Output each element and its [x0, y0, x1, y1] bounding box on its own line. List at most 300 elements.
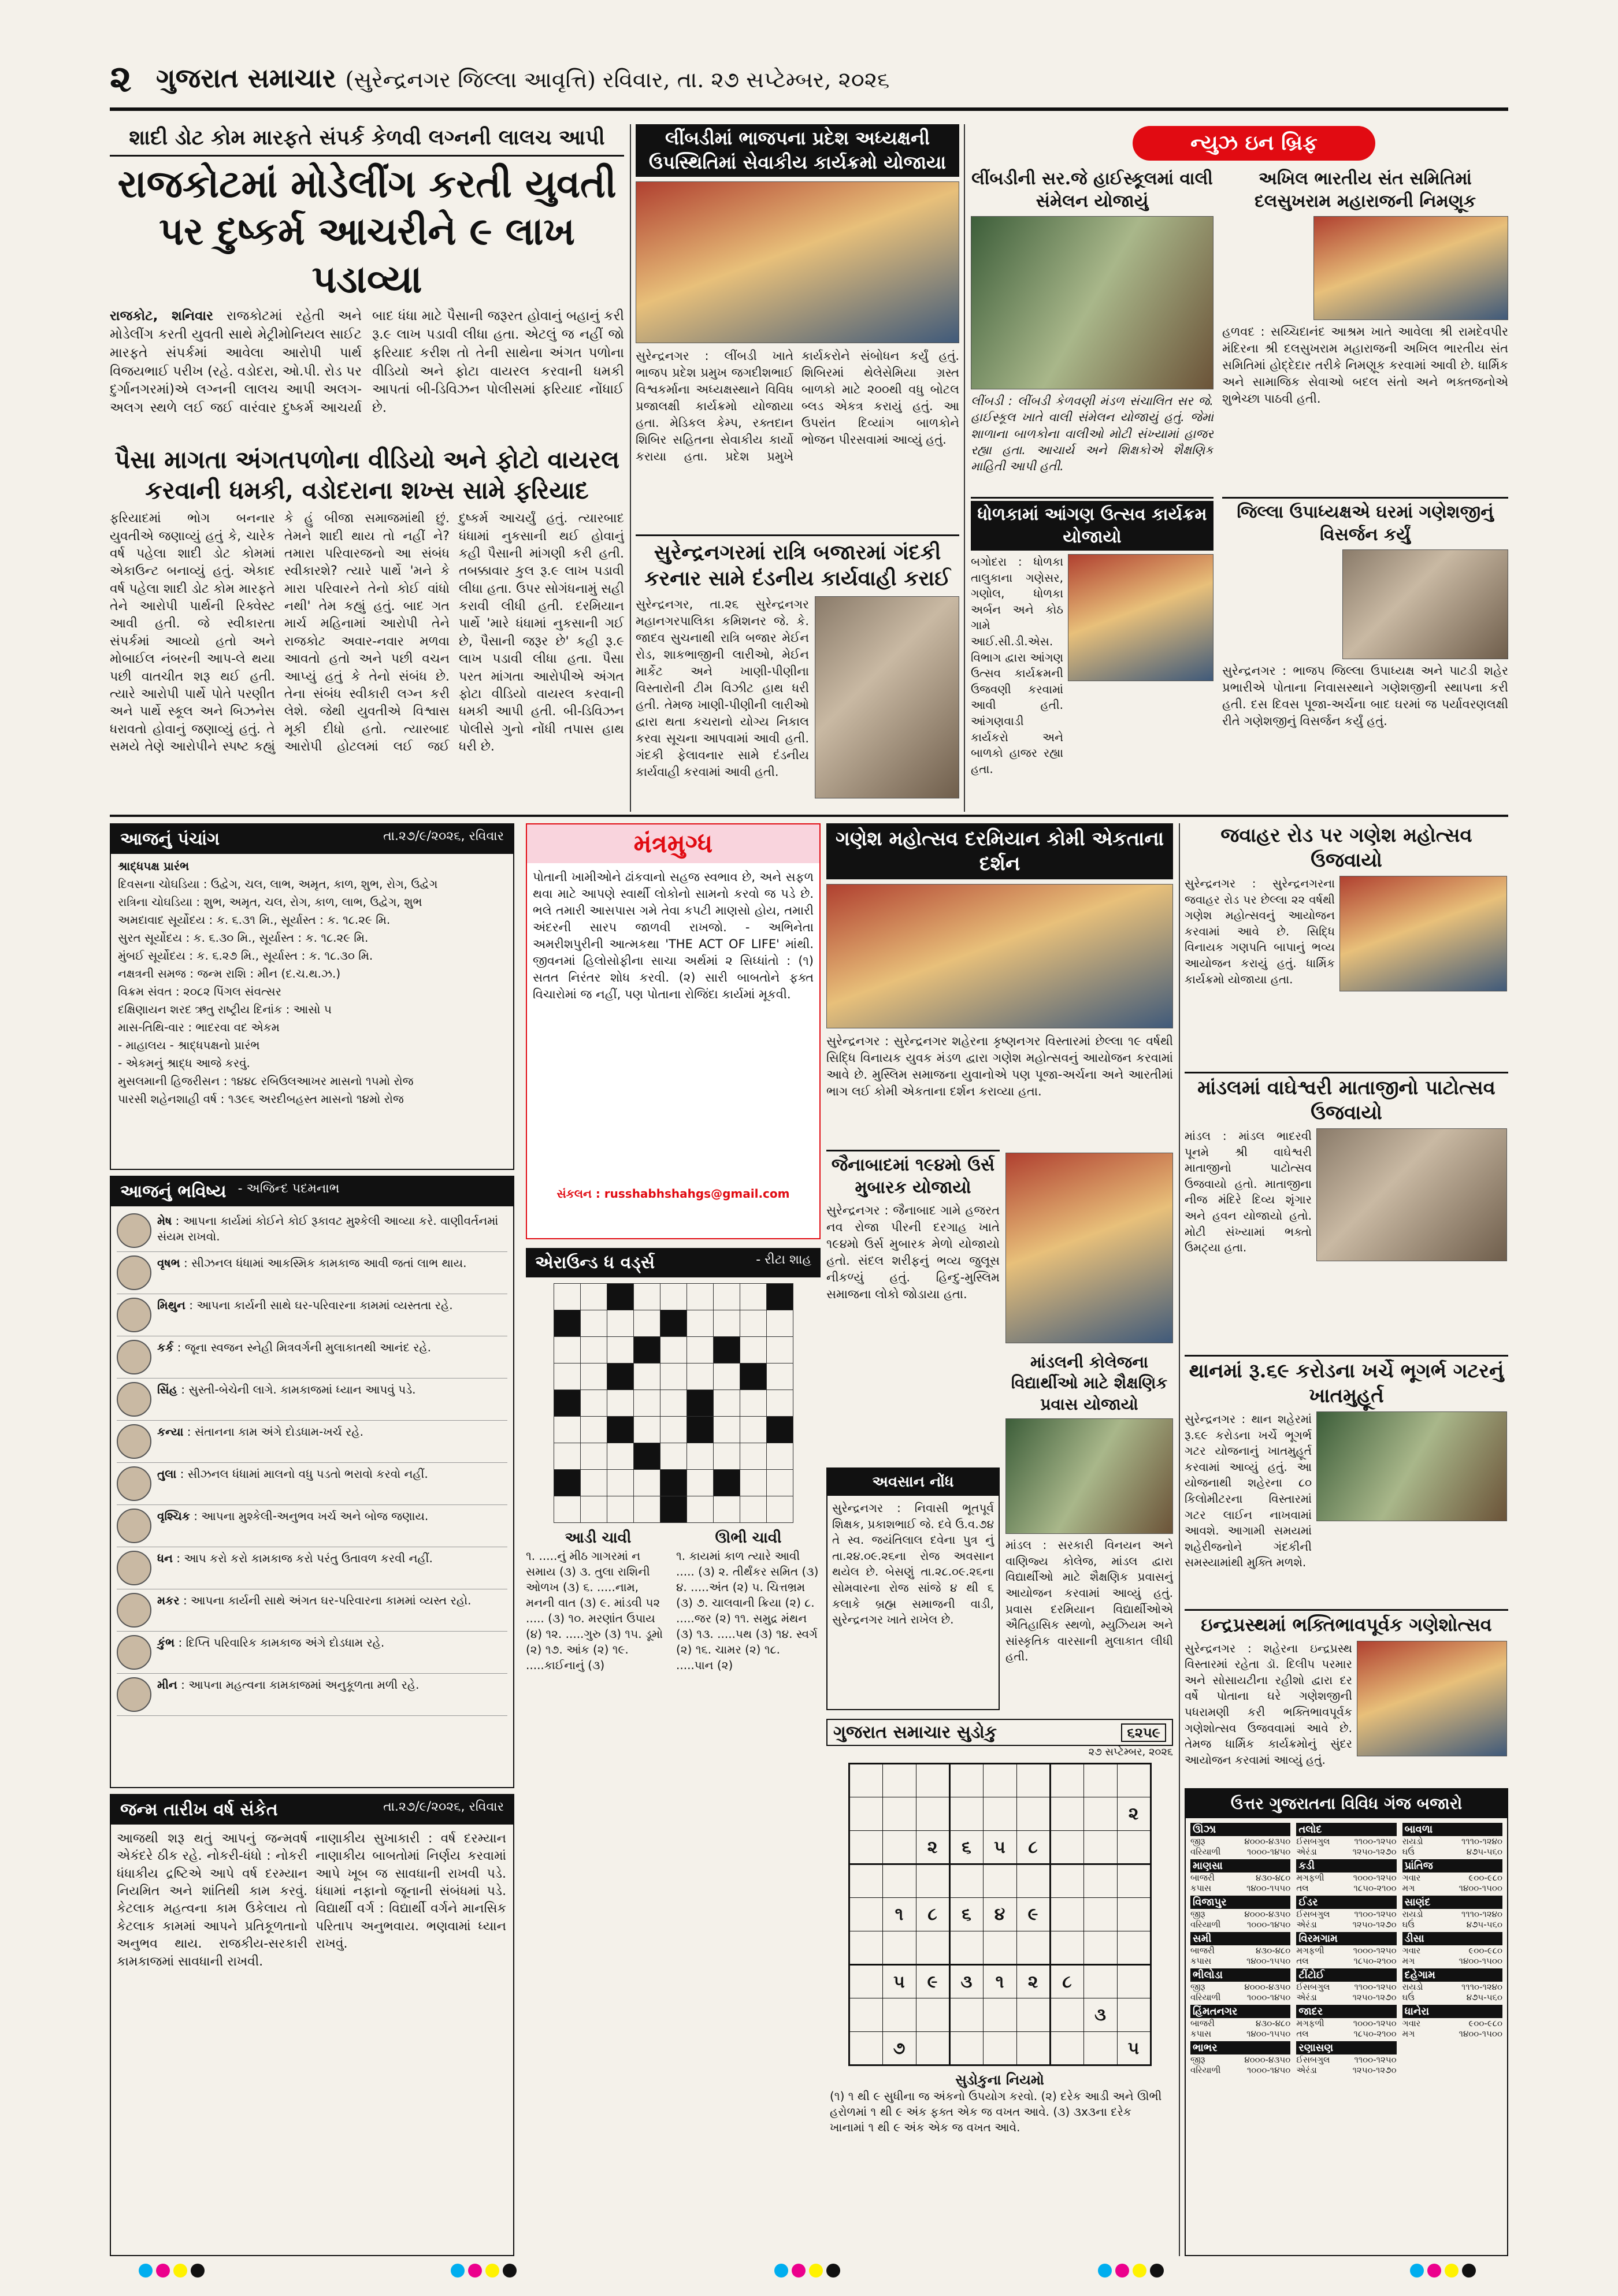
crossword-cell[interactable] — [660, 1417, 686, 1443]
commodity: એરંડા — [1296, 1992, 1317, 2003]
news-in-brief-banner: ન્યુઝ ઇન બ્રિફ — [1133, 126, 1375, 161]
janma-box — [110, 1794, 514, 2256]
sudoku-cell[interactable]: ૨ — [1016, 1965, 1050, 1998]
zodiac-icon — [117, 1551, 151, 1585]
market-rate — [1402, 1909, 1502, 1919]
limbdi-bjp-photo — [636, 181, 959, 343]
lead-intro — [110, 307, 624, 440]
market-entry — [1190, 1932, 1290, 1966]
sudoku-grid[interactable] — [848, 1763, 1152, 2066]
sudoku-cell[interactable]: ૫ — [882, 1965, 916, 1998]
javahar-story — [1185, 823, 1508, 1066]
sudoku-cell[interactable] — [849, 1831, 882, 1864]
sudoku-cell[interactable] — [1083, 1965, 1117, 1998]
market-rate — [1402, 1919, 1502, 1930]
sudoku-cell[interactable] — [1083, 2032, 1117, 2065]
rate: ૪૦૦૦-૪૩૫૦ — [1244, 1909, 1291, 1919]
crossword-block — [660, 1470, 686, 1496]
rate: ૧૦૦૦-૧૨૫૦ — [1353, 1873, 1397, 1883]
sudoku-cell[interactable] — [949, 1864, 983, 1898]
market-entry — [1190, 2005, 1290, 2039]
crossword-cell[interactable] — [740, 1284, 766, 1310]
crossword-cell[interactable] — [580, 1364, 607, 1390]
crossword-cell[interactable] — [607, 1310, 633, 1337]
commodity: ઈસબગુલ — [1296, 1909, 1330, 1919]
sudoku-date: ૨૭ સપ્ટેમ્બર, ૨૦૨૬ — [1088, 1746, 1173, 1758]
sudoku-cell[interactable] — [916, 1797, 949, 1831]
market-entry — [1296, 1968, 1396, 2003]
crossword-block — [740, 1364, 766, 1390]
sudoku-cell[interactable]: ૮ — [1016, 1831, 1050, 1864]
market-rate — [1296, 1945, 1396, 1956]
sign-name: કન્યા — [157, 1425, 184, 1439]
brief-1-body: લીંબડી : લીંબડી કેળવણી મંડળ સંચાલિત સર જે. હાઈસ્કૂલ ખાતે વાલી સંમેલન યોજાયું હતું. જેમાં શાળાના બાળકોના વાલીઓ મોટી સંખ્યામાં હાજર રહ્યા હતા. આચાર્ય અને શિક્ષકોએ શૈક્ષણિક માહિતી આપી હતી. — [971, 394, 1214, 474]
crossword-cell[interactable] — [740, 1337, 766, 1364]
sudoku-cell[interactable] — [1117, 1931, 1151, 1965]
sudoku-cell[interactable] — [849, 1764, 882, 1797]
sudoku-cell[interactable] — [983, 1864, 1016, 1898]
janma-date: તા.૨૭/૯/૨૦૨૬, રવિવાર — [383, 1800, 504, 1814]
market-entry — [1296, 2005, 1396, 2039]
sudoku-cell[interactable] — [949, 2032, 983, 2065]
crossword-block — [686, 1417, 713, 1443]
sudoku-cell[interactable]: ૨ — [1117, 1797, 1151, 1831]
rate: ૧૪૦૦-૧૫૫૦ — [1246, 1956, 1291, 1966]
rate: ૯૦૦-૯૮૦ — [1468, 1873, 1502, 1883]
sudoku-cell[interactable]: ૬ — [949, 1898, 983, 1931]
market-rate — [1402, 1847, 1502, 1857]
panchang-line: સુરત સૂર્યોદય : ક. ૬.૩૦ મિ., સૂર્યાસ્ત : ક. ૧૮.૨૯ મિ. — [118, 931, 369, 945]
commodity: તલ — [1296, 1883, 1309, 1893]
brief-4 — [1222, 497, 1508, 809]
page-header — [110, 58, 1508, 111]
mandal-photo — [1316, 1128, 1507, 1261]
sudoku-cell[interactable] — [1083, 1797, 1117, 1831]
indraprastha-headline: ઇન્દ્રપ્રસ્થમાં ભક્તિભાવપૂર્વક ગણેશોત્સવ — [1201, 1614, 1492, 1636]
rate: ૧૧૦૦-૧૨૫૦ — [1354, 2054, 1397, 2065]
crossword-cell[interactable] — [766, 1496, 793, 1523]
commodity: મગ — [1402, 1883, 1415, 1893]
sudoku-cell[interactable] — [916, 1864, 949, 1898]
sudoku-cell[interactable] — [1050, 1831, 1083, 1864]
sudoku-cell[interactable]: ૩ — [949, 1965, 983, 1998]
bazaar-body: સુરેન્દ્રનગર, તા.૨૬ સુરેન્દ્રનગર મહાનગરપાલિકા કમિશનર જે. કે. જાદવ સુચનાથી રાત્રિ બજાર મેઈન રોડ, શાકભાજીની લારીઓ, મેઈન માર્કેટ અને ખાણી-પીણીના વિસ્તારોની ટીમ વિઝીટ હાથ ધરી હતી. તેમજ ખાણી-પીણીની લારીઓ દ્વારા થતા કચરાનો યોગ્ય નિકાલ કરવા સૂચના આપવામાં આવી હતી. ગંદકી ફેલાવનાર સામે દંડનીય કાર્યવાહી કરવામાં આવી હતી. — [636, 597, 809, 779]
sign-name: મીન — [157, 1678, 177, 1692]
commodity: બાજરી — [1190, 2018, 1215, 2028]
crossword-cell[interactable] — [580, 1310, 607, 1337]
javahar-headline: જવાહર રોડ પર ગણેશ મહોત્સવ ઉજવાયો — [1220, 824, 1472, 872]
commodity: ઈસબગુલ — [1296, 1836, 1330, 1847]
bhavishya-header — [111, 1177, 513, 1206]
crossword-cell[interactable] — [660, 1390, 686, 1417]
rate: ૪૩૦-૪૮૦ — [1256, 1945, 1291, 1956]
than-headline: થાનમાં રૂ.૬૯ કરોડના ખર્ચે ભૂગર્ભ ગટરનું ખાતમુહૂર્ત — [1189, 1359, 1504, 1407]
sign-row — [117, 1547, 507, 1589]
sudoku-cell[interactable]: ૫ — [1117, 2032, 1151, 2065]
crossword-block — [686, 1390, 713, 1417]
panchang-line: દિવસના ચોઘડિયા : ઉદ્વેગ, ચલ, લાભ, અમૃત, કાળ, શુભ, રોગ, ઉદ્વેગ — [118, 877, 438, 891]
sudoku-cell[interactable] — [983, 1764, 1016, 1797]
commodity: મગ — [1402, 2028, 1415, 2039]
than-photo — [1316, 1411, 1507, 1521]
sudoku-cell[interactable] — [983, 1797, 1016, 1831]
rate: ૧૨૫૦-૧૨૭૦ — [1352, 1847, 1397, 1857]
sudoku-cell[interactable] — [882, 1931, 916, 1965]
commodity: વરિયાળી — [1190, 1992, 1221, 2003]
market-rate — [1402, 1883, 1502, 1893]
sudoku-cell[interactable] — [1016, 2032, 1050, 2065]
brief-3-body: બગોદરા : ધોળકા તાલુકાના ગણેસર, ગણોલ, ધોળકા અર્બન અને કોઠ ગામે આઈ.સી.ડી.એસ. વિભાગ દ્વારા આંગણ ઉત્સવ કાર્યક્રમની ઉજવણી કરવામાં આવી હતી. આંગણવાડી કાર્યકરો અને બાળકો હાજર રહ્યા હતા. — [971, 555, 1063, 776]
commodity: કપાસ — [1190, 1883, 1212, 1893]
crossword-cell[interactable] — [580, 1337, 607, 1364]
sudoku-cell[interactable] — [949, 1931, 983, 1965]
crossword-cell[interactable] — [713, 1284, 740, 1310]
mantra-title: મંત્રમુગ્ધ — [527, 824, 819, 863]
crossword-cell[interactable] — [686, 1470, 713, 1496]
sudoku-cell[interactable] — [1117, 1764, 1151, 1797]
bhavishya-title: આજનું ભવિષ્ય — [120, 1182, 227, 1202]
market-entry — [1402, 1932, 1502, 1966]
sudoku-cell[interactable]: ૧ — [882, 1898, 916, 1931]
crossword-cell[interactable] — [633, 1417, 660, 1443]
crossword-cell[interactable] — [713, 1390, 740, 1417]
sudoku-cell[interactable] — [983, 2032, 1016, 2065]
sign-row — [117, 1674, 507, 1716]
crossword-cell[interactable] — [766, 1364, 793, 1390]
market-rate — [1402, 2018, 1502, 2028]
market-rate — [1296, 2028, 1396, 2039]
sudoku-cell[interactable]: ૯ — [1016, 1898, 1050, 1931]
sudoku-cell[interactable] — [983, 1931, 1016, 1965]
market-entry — [1190, 1823, 1290, 1857]
commodity: મગ — [1402, 1956, 1415, 1966]
panchang-lines — [111, 854, 513, 1114]
crossword-cell[interactable] — [766, 1443, 793, 1470]
market-name: ટીંટોઈ — [1296, 1968, 1396, 1982]
crossword-cell[interactable] — [660, 1364, 686, 1390]
sudoku-cell[interactable]: ૨ — [916, 1831, 949, 1864]
market-rate — [1190, 1992, 1290, 2003]
crossword-header — [526, 1248, 821, 1277]
sudoku-cell[interactable] — [949, 1764, 983, 1797]
market-rate — [1296, 1883, 1396, 1893]
panchang-line: પારસી શહેનશાહી વર્ષ : ૧૩૯૬ અરદીબહસ્ત માસનો ૧૪મો રોજ — [118, 1092, 404, 1106]
market-name: સમી — [1190, 1932, 1290, 1945]
sudoku-cell[interactable] — [983, 1998, 1016, 2032]
sudoku-cell[interactable]: ૯ — [916, 1965, 949, 1998]
sign-name: વૃષભ — [157, 1256, 180, 1270]
lead-dateline: રાજકોટ, શનિવાર — [110, 309, 214, 324]
crossword-cell[interactable] — [633, 1470, 660, 1496]
sign-name: મકર — [157, 1593, 180, 1607]
sudoku-cell[interactable]: ૭ — [882, 2032, 916, 2065]
crossword-cell[interactable] — [554, 1364, 580, 1390]
crossword-cell[interactable] — [740, 1443, 766, 1470]
crossword-cell[interactable] — [686, 1443, 713, 1470]
sudoku-cell[interactable] — [1050, 1797, 1083, 1831]
color-dot — [485, 2264, 499, 2278]
panchang-line: રાત્રિના ચોઘડિયા : શુભ, અમૃત, ચલ, રોગ, કાળ, લાભ, ઉદ્વેગ, શુભ — [118, 895, 422, 909]
registration-dots — [1098, 2264, 1164, 2278]
sudoku-cell[interactable] — [1117, 1831, 1151, 1864]
crossword-cell[interactable] — [713, 1364, 740, 1390]
color-dot — [1445, 2264, 1459, 2278]
sudoku-cell[interactable] — [949, 1998, 983, 2032]
crossword-cell[interactable] — [580, 1470, 607, 1496]
crossword-cell[interactable] — [713, 1310, 740, 1337]
market-rate — [1402, 1956, 1502, 1966]
sudoku-cell[interactable] — [882, 1831, 916, 1864]
crossword-cell[interactable] — [740, 1417, 766, 1443]
sign-row — [117, 1210, 507, 1252]
sudoku-cell[interactable]: ૪ — [983, 1898, 1016, 1931]
rate: ૧૪૦૦-૧૫૫૦ — [1246, 2028, 1291, 2039]
crossword-cell[interactable] — [686, 1496, 713, 1523]
sudoku-cell[interactable] — [1083, 1864, 1117, 1898]
sudoku-cell[interactable] — [1083, 1931, 1117, 1965]
javahar-photo — [1339, 876, 1507, 991]
commodity: ઘઉં — [1402, 1847, 1415, 1857]
sign-row — [117, 1379, 507, 1421]
panchang-date: તા.૨૭/૯/૨૦૨૬, રવિવાર — [383, 829, 504, 844]
commodity: એરંડા — [1296, 2065, 1317, 2075]
down-clues: ૧. કાયમાં કાળ ત્યારે આવી ..... (૩) ૨. તીર્થંકર સમિત (૩) ૪. .....અંત (૨) ૫. ચિત્તભ્રમ (૩) ૭. ચાલવાની ક્રિયા (૨) ૮. .....જર (૨) ૧૧. સમુદ્ર મંથન (૩) ૧૩. .....પથ (૩) ૧૪. સ્વર્ગ (૨) ૧૬. ચામર (૨) ૧૮. .....પાન (૨) — [676, 1548, 819, 1672]
rate: ૧૦૦૦-૧૨૫૦ — [1353, 2018, 1397, 2028]
sudoku-cell[interactable] — [1083, 1898, 1117, 1931]
sudoku-cell[interactable] — [882, 1864, 916, 1898]
ganesh-komi-photo — [826, 884, 1173, 1028]
color-dot — [139, 2264, 153, 2278]
crossword-cell[interactable] — [740, 1310, 766, 1337]
lead-story — [110, 124, 624, 809]
sudoku-cell[interactable]: ૬ — [949, 1831, 983, 1864]
crossword-grid[interactable] — [554, 1283, 793, 1523]
sudoku-cell[interactable] — [882, 1797, 916, 1831]
sudoku-cell[interactable] — [916, 1764, 949, 1797]
market-entry — [1190, 2041, 1290, 2075]
rate: ૧૨૫૦-૧૨૭૦ — [1352, 1992, 1397, 2003]
sudoku-cell[interactable]: ૮ — [1050, 1965, 1083, 1998]
crossword-cell[interactable] — [607, 1390, 633, 1417]
crossword-cell[interactable] — [660, 1337, 686, 1364]
sudoku-cell[interactable] — [882, 1764, 916, 1797]
crossword-cell[interactable] — [766, 1390, 793, 1417]
panchang-line: શ્રાદ્ધપક્ષ પ્રારંભ — [118, 859, 190, 873]
crossword-cell[interactable] — [607, 1337, 633, 1364]
crossword-cell[interactable] — [580, 1390, 607, 1417]
market-name: કડી — [1296, 1859, 1396, 1873]
sign-row — [117, 1463, 507, 1505]
sudoku-cell[interactable]: ૫ — [983, 1831, 1016, 1864]
sign-text: મિથુન : આપના કાર્યની સાથે ઘર-પરિવારના કામમાં વ્યસ્તતા રહે. — [157, 1298, 453, 1312]
color-dot — [1115, 2264, 1129, 2278]
avsan-box — [826, 1467, 1000, 1710]
sudoku-cell[interactable] — [849, 1864, 882, 1898]
crossword-cell[interactable] — [580, 1417, 607, 1443]
sudoku-cell[interactable] — [849, 2032, 882, 2065]
rate: ૪૦૦૦-૪૩૫૦ — [1244, 2054, 1291, 2065]
commodity: તલ — [1296, 1956, 1309, 1966]
sudoku-cell[interactable] — [916, 2032, 949, 2065]
crossword-cell[interactable] — [766, 1310, 793, 1337]
crossword-block — [766, 1417, 793, 1443]
crossword-cell[interactable] — [713, 1443, 740, 1470]
market-entry — [1296, 2041, 1396, 2075]
market-rate — [1190, 2028, 1290, 2039]
sudoku-cell[interactable] — [1117, 1998, 1151, 2032]
crossword-cell[interactable] — [633, 1284, 660, 1310]
crossword-cell[interactable] — [633, 1310, 660, 1337]
crossword-cell[interactable] — [554, 1284, 580, 1310]
color-dot — [468, 2264, 482, 2278]
sudoku-cell[interactable] — [1016, 1797, 1050, 1831]
commodity: મગફળી — [1296, 1945, 1324, 1956]
market-name: તલોદ — [1296, 1823, 1396, 1836]
crossword-cell[interactable] — [713, 1496, 740, 1523]
mantra-contact: સંકલન : russhabhshahgs@gmail.com — [556, 1187, 790, 1201]
crossword-cell[interactable] — [766, 1337, 793, 1364]
crossword-cell[interactable] — [554, 1417, 580, 1443]
panchang-line: દક્ષિણાયન શરદ ઋતુ રાષ્ટ્રીય દિનાંક : આસો ૫ — [118, 1002, 332, 1016]
sudoku-cell[interactable] — [1117, 1965, 1151, 1998]
market-name: માણસા — [1190, 1859, 1290, 1873]
crossword-cell[interactable] — [607, 1496, 633, 1523]
sudoku-cell[interactable] — [1050, 2032, 1083, 2065]
mandal-story — [1185, 1072, 1508, 1349]
sudoku-cell[interactable] — [1016, 1998, 1050, 2032]
sign-prediction: સુસ્તી-બેચેની લાગે. કામકાજમાં ધ્યાન આપવું પડે. — [188, 1383, 416, 1396]
sudoku-cell[interactable] — [849, 1898, 882, 1931]
sudoku-cell[interactable] — [1016, 1864, 1050, 1898]
sudoku-cell[interactable]: ૩ — [1083, 1998, 1117, 2032]
jainabad-story — [826, 1150, 1000, 1462]
commodity: ગવાર — [1402, 1873, 1421, 1883]
panchang-title: આજનું પંચાંગ — [120, 829, 220, 849]
crossword-cell[interactable] — [554, 1496, 580, 1523]
crossword-cell[interactable] — [633, 1390, 660, 1417]
crossword-cell[interactable] — [633, 1364, 660, 1390]
sudoku-cell[interactable] — [882, 1998, 916, 2032]
than-story — [1185, 1355, 1508, 1603]
sudoku-cell[interactable]: ૧ — [983, 1965, 1016, 1998]
crossword-block — [633, 1443, 660, 1470]
limbdi-bjp-body: સુરેન્દ્રનગર : લીંબડી ખાતે ભાજપ પ્રદેશ પ્રમુખ જગદીશભાઈ વિશ્વકર્માના અધ્યક્ષસ્થાને વિવિધ પ્રજાલક્ષી કાર્યક્રમો યોજાયા હતા. મેડિકલ કેમ્પ, રક્તદાન શિબિર સહિતના સેવાકીય કાર્યો કરાયા હતા. પ્રદેશ પ્રમુખે કાર્યકરોને સંબોધન કર્યું હતું. શિબિરમાં થેલેસેમિયા ગ્રસ્ત બાળકો માટે ૨૦૦થી વધુ બોટલ બ્લડ એકત્ર કરાયું હતું. આ ઉપરાંત દિવ્યાંગ બાળકોને ભોજન પીરસવામાં આવ્યું હતું. — [636, 349, 959, 463]
ganesh-komi-headline: ગણેશ મહોત્સવ દરમિયાન કોમી એકતાના દર્શન — [826, 823, 1173, 879]
crossword-cell[interactable] — [660, 1284, 686, 1310]
sudoku-cell[interactable] — [1016, 1764, 1050, 1797]
crossword-cell[interactable] — [580, 1284, 607, 1310]
market-box — [1185, 1788, 1508, 2256]
sudoku-cell[interactable] — [1050, 1764, 1083, 1797]
crossword-cell[interactable] — [686, 1310, 713, 1337]
sudoku-cell[interactable] — [849, 1965, 882, 1998]
rate: ૧૧૦૦-૧૨૫૦ — [1354, 1836, 1397, 1847]
sudoku-cell[interactable] — [916, 1998, 949, 2032]
crossword-cell[interactable] — [633, 1496, 660, 1523]
sudoku-cell[interactable] — [949, 1797, 983, 1831]
sudoku-cell[interactable] — [1016, 1931, 1050, 1965]
crossword-cell[interactable] — [766, 1470, 793, 1496]
crossword-cell[interactable] — [554, 1337, 580, 1364]
jainabad-photo — [1005, 1153, 1173, 1343]
brief-2-headline: અખિલ ભારતીય સંત સમિતિમાં દલસુખરામ મહારાજની નિમણૂક — [1254, 169, 1476, 211]
crossword-block — [607, 1417, 633, 1443]
crossword-cell[interactable] — [580, 1496, 607, 1523]
section-rule — [110, 815, 1508, 817]
across-title: આડી ચાવી — [565, 1529, 632, 1547]
column-divider — [630, 124, 631, 812]
crossword-cell[interactable] — [554, 1443, 580, 1470]
crossword-cell[interactable] — [740, 1470, 766, 1496]
crossword-cell[interactable] — [740, 1390, 766, 1417]
sudoku-cell[interactable] — [1083, 1764, 1117, 1797]
janma-col-2: નાણાકીય સુખાકારી : વર્ષ દરમ્યાન નાણાકીય બાબતોમાં નિર્ણય કરવામાં આપે ખૂબ જ સાવધાની રાખવી પડે. ધંધામાં નફાનો જૂનાની સંબંધમાં પડે. વિદ્યાર્થી વર્ગ : વિદ્યાર્થી વર્ગને માનસિક પરિતાપ અનુભવાય. ભણવામાં ધ્યાન રાખવું. — [316, 1831, 506, 1952]
sign-text: મીન : આપના મહત્વના કામકાજમાં અનુકૂળતા મળી રહે. — [157, 1678, 420, 1692]
lead-headline-2: પર દુષ્કર્મ આચરીને ૯ લાખ પડાવ્યા — [159, 209, 575, 302]
masthead — [156, 62, 889, 95]
than-body: સુરેન્દ્રનગર : થાન શહેરમાં રૂ.૬૯ કરોડના ખર્ચે ભૂગર્ભ ગટર યોજનાનું ખાતમુહૂર્ત કરવામાં આવ્યું હતું. આ યોજનાથી શહેરના ૮૦ કિલોમીટરના વિસ્તારમાં ગટર લાઈન નાખવામાં આવશે. આગામી સમયમાં શહેરીજનોને ગંદકીની સમસ્યામાંથી મુક્તિ મળશે. — [1185, 1412, 1312, 1570]
sudoku-cell[interactable] — [1050, 1898, 1083, 1931]
crossword-cell[interactable] — [607, 1470, 633, 1496]
commodity: રાયડો — [1402, 1982, 1423, 1992]
sign-text: કર્ક : જૂના સ્વજન સ્નેહી મિત્રવર્ગની મુલાકાતથી આનંદ રહે. — [157, 1340, 432, 1354]
crossword-cell[interactable] — [580, 1443, 607, 1470]
market-rate — [1190, 1945, 1290, 1956]
market-rate — [1296, 2065, 1396, 2075]
crossword-cell[interactable] — [607, 1443, 633, 1470]
commodity: ગવાર — [1402, 1945, 1421, 1956]
brief-2-photo — [1313, 216, 1508, 320]
sudoku-cell[interactable] — [1117, 1864, 1151, 1898]
sign-prediction: જૂના સ્વજન સ્નેહી મિત્રવર્ગની મુલાકાતથી આનંદ રહે. — [184, 1340, 432, 1354]
crossword-cell[interactable] — [713, 1417, 740, 1443]
sign-prediction: સીઝનલ ધંધામાં માલનો વધુ પડતો ભરાવો કરવો નહીં. — [187, 1467, 428, 1481]
bhavishya-box — [110, 1176, 514, 1788]
sudoku-cell[interactable] — [1050, 1864, 1083, 1898]
sudoku-cell[interactable] — [1117, 1898, 1151, 1931]
market-title: ઉત્તર ગુજરાતના વિવિધ ગંજ બજારો — [1186, 1789, 1507, 1818]
sudoku-cell[interactable] — [849, 1797, 882, 1831]
sudoku-cell[interactable] — [849, 1998, 882, 2032]
crossword-cell[interactable] — [660, 1443, 686, 1470]
crossword-cell[interactable] — [740, 1496, 766, 1523]
commodity: વરિયાળી — [1190, 1919, 1221, 1930]
ganesh-komi-body: સુરેન્દ્રનગર : સુરેન્દ્રનગર શહેરના કૃષ્ણનગર વિસ્તારમાં છેલ્લા ૧૯ વર્ષથી સિદ્ધિ વિનાયક યુવક મંડળ દ્વારા ગણેશ મહોત્સવનું આયોજન કરવામાં આવે છે. મુસ્લિમ સમાજના યુવાનોએ પણ પૂજા-અર્ચના અને આરતીમાં ભાગ લઈ કોમી એકતાના દર્શન કરાવ્યા હતા. — [826, 1034, 1173, 1098]
mandal-headline: માંડલમાં વાઘેશ્વરી માતાજીનો પાટોત્સવ ઉજવાયો — [1197, 1076, 1495, 1124]
janma-header — [111, 1795, 513, 1825]
lead-headline-1: રાજકોટમાં મોડેલીંગ કરતી યુવતી — [117, 161, 617, 206]
color-dot — [156, 2264, 170, 2278]
crossword-cell[interactable] — [686, 1337, 713, 1364]
market-name: રણાસણ — [1296, 2041, 1396, 2054]
sign-text: કુંભ : દિપ્તિ પરિવારિક કામકાજ અંગે દોડધામ રહે. — [157, 1636, 385, 1649]
commodity: કપાસ — [1190, 2028, 1212, 2039]
market-name: ડીસા — [1402, 1932, 1502, 1945]
color-dot — [451, 2264, 465, 2278]
sudoku-cell[interactable] — [1050, 1931, 1083, 1965]
sudoku-box — [826, 1719, 1173, 2256]
commodity: એરંડા — [1296, 1847, 1317, 1857]
sudoku-cell[interactable] — [916, 1931, 949, 1965]
sign-text: કન્યા : સંતાનના કામ અંગે દોડધામ-ખર્ચ રહે. — [157, 1425, 363, 1439]
sudoku-cell[interactable] — [1050, 1998, 1083, 2032]
sudoku-cell[interactable]: ૮ — [916, 1898, 949, 1931]
sudoku-cell[interactable] — [1083, 1831, 1117, 1864]
sudoku-cell[interactable] — [849, 1931, 882, 1965]
crossword-cell[interactable] — [686, 1284, 713, 1310]
crossword-cell[interactable] — [686, 1364, 713, 1390]
zodiac-icon — [117, 1466, 151, 1501]
